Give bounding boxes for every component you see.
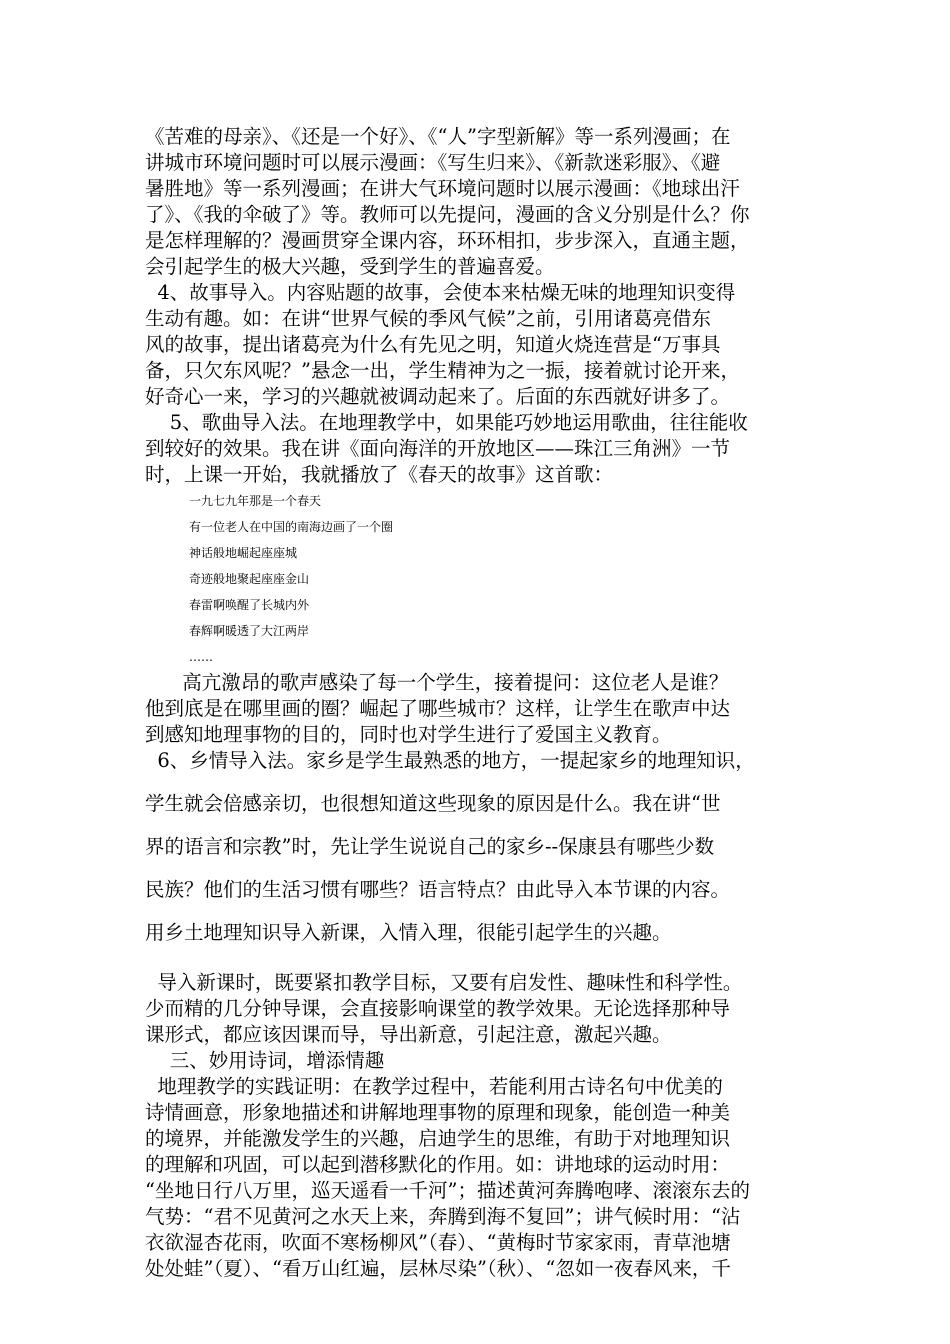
paragraph-line: 讲城市环境问题时可以展示漫画：《写生归来》、《新款迷彩服》、《避 (145, 151, 721, 174)
paragraph-line: 诗情画意，形象地描述和讲解地理事物的原理和现象，能创造一种美 (145, 1101, 731, 1124)
paragraph-line: 处处蛙”（夏）、“看万山红遍，层林尽染”（秋）、“忽如一夜春风来，千 (145, 1257, 731, 1280)
paragraph-line: 会引起学生的极大兴趣，受到学生的普遍喜爱。 (145, 255, 555, 278)
song-lyric-line: 一九七九年那是一个春天 (189, 494, 322, 508)
paragraph-line: 的理解和巩固，可以起到潜移默化的作用。如：讲地球的运动时用： (145, 1153, 731, 1176)
paragraph-line: 地理教学的实践证明：在教学过程中，若能利用古诗名句中优美的 (145, 1075, 723, 1098)
paragraph-line: 界的语言和宗教”时，先让学生说说自己的家乡--保康县有哪些少数 (145, 835, 715, 858)
song-ellipsis: …… (189, 650, 213, 664)
paragraph-line: 5、歌曲导入法。在地理教学中，如果能巧妙地运用歌曲，往往能收 (145, 411, 748, 434)
section-heading: 三、妙用诗词，增添情趣 (145, 1049, 385, 1072)
paragraph-line: 到较好的效果。我在讲《面向海洋的开放地区——珠江三角洲》一节 (145, 437, 731, 460)
song-lyric-line: 春雷啊唤醒了长城内外 (189, 598, 310, 612)
paragraph-line: 衣欲湿杏花雨，吹面不寒杨柳风”（春）、“黄梅时节家家雨，青草池塘 (145, 1231, 731, 1254)
song-lyric-line: 春辉啊暖透了大江两岸 (189, 624, 310, 638)
paragraph-line: 风的故事，提出诸葛亮为什么有先见之明，知道火烧连营是“万事具 (145, 333, 721, 356)
paragraph-line: 导入新课时，既要紧扣教学目标，又要有启发性、趣味性和科学性。 (145, 971, 743, 994)
song-lyric-line: 有一位老人在中国的南海边画了一个圈 (189, 520, 394, 534)
paragraph-line: 高亢激昂的歌声感染了每一个学生，接着提问：这位老人是谁？ (145, 671, 729, 694)
paragraph-line: 是怎样理解的？漫画贯穿全课内容，环环相扣，步步深入，直通主题， (145, 229, 750, 252)
song-lyric-line: 神话般地崛起座座城 (189, 546, 298, 560)
paragraph-line: 用乡土地理知识导入新课，入情入理，很能引起学生的兴趣。 (145, 921, 672, 944)
song-lyric-line: 奇迹般地聚起座座金山 (189, 572, 310, 586)
paragraph-line: “坐地日行八万里，巡天遥看一千河”；描述黄河奔腾咆哮、滚滚东去的 (145, 1179, 750, 1202)
paragraph-line: 好奇心一来，学习的兴趣就被调动起来了。后面的东西就好讲多了。 (145, 385, 731, 408)
paragraph-line: 6、乡情导入法。家乡是学生最熟悉的地方，一提起家乡的地理知识， (145, 749, 755, 772)
paragraph-line: 备，只欠东风呢？”悬念一出，学生精神为之一振，接着就讨论开来， (145, 359, 740, 382)
paragraph-line: 少而精的几分钟导课，会直接影响课堂的教学效果。无论选择那种导 (145, 997, 731, 1020)
paragraph-line: 气势：“君不见黄河之水天上来，奔腾到海不复回”；讲气候时用：“沾 (145, 1205, 741, 1228)
paragraph-line: 学生就会倍感亲切，也很想知道这些现象的原因是什么。我在讲“世 (145, 792, 721, 815)
paragraph-line: 暑胜地》等一系列漫画；在讲大气环境问题时以展示漫画：《地球出汗 (145, 177, 740, 200)
paragraph-line: 他到底是在哪里画的圈？崛起了哪些城市？这样，让学生在歌声中达 (145, 697, 731, 720)
paragraph-line: 课形式，都应该因课而导，导出新意，引起注意，激起兴趣。 (145, 1023, 672, 1046)
paragraph-line: 到感知地理事物的目的，同时也对学生进行了爱国主义教育。 (145, 723, 672, 746)
paragraph-line: 生动有趣。如：在讲“世界气候的季风气候”之前，引用诸葛亮借东 (145, 307, 711, 330)
paragraph-line: 时，上课一开始，我就播放了《春天的故事》这首歌： (145, 463, 614, 486)
paragraph-line: 4、故事导入。内容贴题的故事，会使本来枯燥无味的地理知识变得 (145, 281, 736, 304)
paragraph-line: 《苦难的母亲》、《还是一个好》、《“人”字型新解》等一系列漫画；在 (145, 125, 731, 148)
paragraph-line: 了》、《我的伞破了》等。教师可以先提问，漫画的含义分别是什么？你 (145, 203, 750, 226)
paragraph-line: 民族？他们的生活习惯有哪些？语言特点？由此导入本节课的内容。 (145, 878, 731, 901)
paragraph-line: 的境界，并能激发学生的兴趣，启迪学生的思维，有助于对地理知识 (145, 1127, 731, 1150)
